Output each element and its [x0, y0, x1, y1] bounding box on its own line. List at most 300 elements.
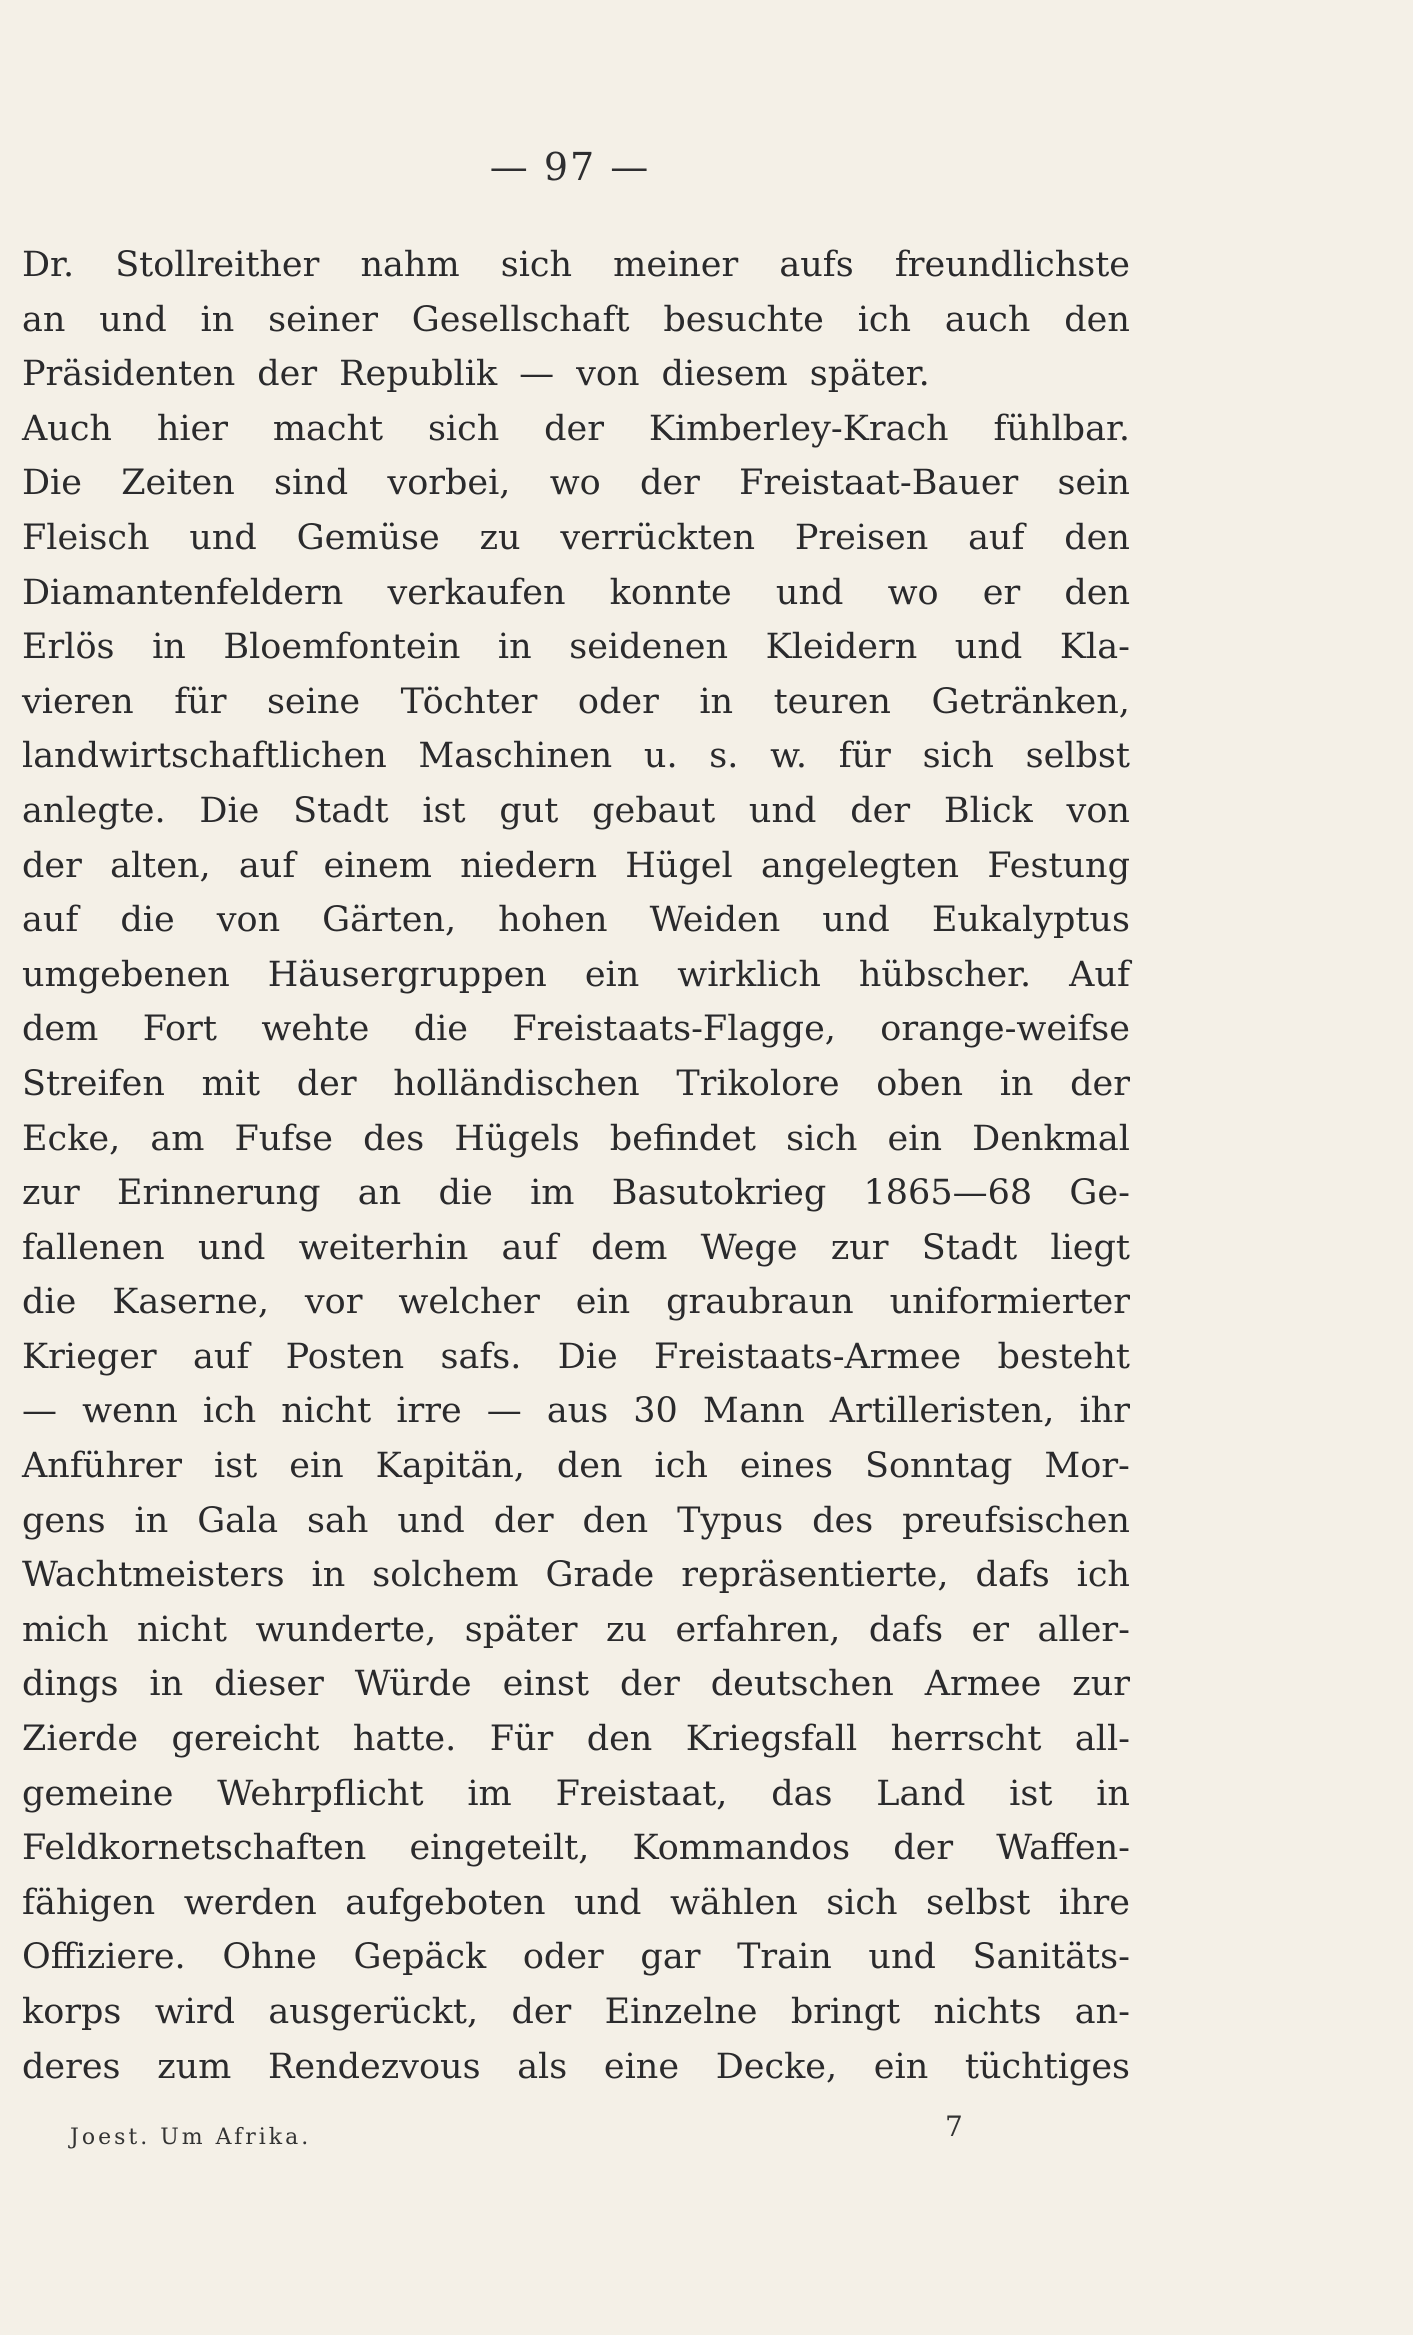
word: — [486, 1391, 522, 1432]
word: der [893, 1828, 954, 1869]
word: Preisen [794, 517, 929, 558]
word: aufgeboten [345, 1882, 546, 1923]
word: niedern [460, 845, 598, 886]
word: Fleisch [22, 517, 150, 558]
word: in [1096, 1773, 1130, 1814]
word: deres [22, 2046, 121, 2087]
word: und [99, 299, 167, 340]
word: Armee [924, 1664, 1042, 1705]
word: und [775, 572, 844, 613]
word: s. [709, 736, 739, 777]
word: Republik [339, 354, 498, 395]
word: und [748, 790, 817, 831]
word: irre [396, 1391, 462, 1432]
word: Grade [545, 1555, 655, 1596]
word: den [1064, 517, 1130, 558]
word: — [22, 1391, 57, 1432]
word: Typus [677, 1500, 784, 1541]
word: Kimberley-Krach [648, 408, 949, 449]
word: zur [1072, 1664, 1130, 1705]
word: er [982, 572, 1021, 613]
word: Maschinen [418, 736, 613, 777]
text-line [22, 1330, 1130, 1385]
text-line [22, 2040, 1130, 2095]
footer-author-title: Joest. Um Afrika. [70, 2125, 312, 2150]
word: auch [944, 299, 1031, 340]
word: auf [501, 1227, 558, 1268]
text-line [22, 1166, 1130, 1221]
word: Waffen- [996, 1828, 1130, 1869]
word: umgebenen [22, 954, 230, 995]
word: zu [479, 517, 521, 558]
word: vorbei, [387, 463, 511, 504]
word: preufsischen [902, 1500, 1130, 1541]
word: und [189, 517, 257, 558]
text-line [22, 402, 1130, 457]
word: Töchter [400, 681, 538, 722]
word: der [511, 1992, 572, 2032]
word: Auf [1069, 954, 1130, 995]
word: Festung [987, 845, 1130, 886]
word: Streifen [22, 1063, 165, 1104]
word: Gärten, [322, 900, 457, 941]
word: Stadt [921, 1227, 1018, 1268]
word: all- [1074, 1719, 1130, 1760]
word: eines [739, 1446, 833, 1487]
word: in [152, 627, 186, 668]
text-line [22, 347, 1130, 402]
word: sah [307, 1500, 369, 1541]
word: Für [489, 1719, 554, 1760]
word: sich [500, 245, 573, 285]
word: dieser [214, 1664, 324, 1705]
body-text [22, 238, 1130, 2094]
word: dafs [868, 1609, 944, 1650]
word: verkaufen [387, 572, 566, 613]
word: Mor- [1044, 1446, 1130, 1487]
word: bringt [790, 1992, 901, 2032]
text-line [22, 1112, 1130, 1167]
word: für [838, 736, 891, 777]
word: Krieger [22, 1336, 157, 1377]
text-line [22, 293, 1130, 348]
word: wirklich [677, 954, 821, 995]
word: Stadt [293, 790, 389, 831]
word: gens [22, 1500, 106, 1541]
word: Kapitän, [375, 1446, 525, 1487]
word: ich [202, 1391, 257, 1432]
word: weiterhin [298, 1227, 469, 1268]
word: Die [199, 790, 260, 831]
text-line [22, 784, 1130, 839]
word: angelegten [760, 845, 960, 886]
text-line [22, 566, 1130, 621]
word: wenn [82, 1391, 178, 1432]
word: Fufse [234, 1118, 333, 1159]
word: Auch [22, 408, 112, 449]
word: Kaserne, [112, 1282, 270, 1323]
text-line [22, 456, 1130, 511]
word: im [467, 1773, 512, 1814]
word: der [22, 845, 82, 886]
text-line [22, 1548, 1130, 1603]
word: Fort [142, 1009, 217, 1050]
text-line [22, 1821, 1130, 1876]
word: und [397, 1500, 465, 1541]
word: als [517, 2046, 568, 2087]
word: Hügel [625, 845, 733, 886]
word: wählen [669, 1882, 798, 1923]
word: Kla- [1059, 627, 1130, 668]
page-number: — 97 — [489, 145, 651, 189]
word: Ohne [222, 1937, 317, 1978]
word: der [544, 408, 604, 449]
word: anlegte. [22, 790, 166, 831]
word: tüchtiges [964, 2046, 1130, 2087]
word: der [850, 790, 911, 831]
word: w. [770, 736, 807, 777]
word: in [497, 627, 532, 668]
word: der [640, 463, 700, 504]
word: nahm [360, 245, 460, 285]
word: meiner [613, 245, 739, 285]
word: aus [546, 1391, 609, 1432]
word: hier [156, 408, 228, 449]
word: Decke, [715, 2046, 838, 2087]
word: wehte [261, 1009, 370, 1050]
word: das [771, 1773, 833, 1814]
word: ist [214, 1446, 258, 1487]
word: Zierde [22, 1719, 139, 1760]
word: in [134, 1500, 169, 1541]
word: 30 [633, 1391, 678, 1432]
text-line [22, 1221, 1130, 1276]
word: freundlichste [894, 245, 1130, 285]
word: wird [154, 1992, 236, 2032]
word: orange-weifse [880, 1009, 1130, 1050]
word: Sanitäts- [972, 1937, 1130, 1978]
word: nichts [933, 1992, 1042, 2032]
word: später. [809, 354, 930, 395]
word: mit [201, 1063, 261, 1104]
word: welcher [398, 1282, 540, 1323]
word: Hügels [454, 1118, 580, 1159]
word: im [530, 1173, 575, 1214]
word: Häusergruppen [267, 954, 547, 995]
word: teuren [773, 681, 891, 722]
word: Gepäck [353, 1937, 487, 1978]
word: in [149, 1664, 184, 1705]
text-line [22, 948, 1130, 1003]
word: Getränken, [931, 681, 1130, 722]
word: fallenen [22, 1227, 165, 1268]
text-line [22, 1657, 1130, 1712]
word: hohen [498, 900, 608, 941]
word: Kommandos [632, 1828, 851, 1869]
word: Stollreither [115, 245, 320, 285]
word: Freistaats-Flagge, [512, 1009, 836, 1050]
word: von [576, 354, 640, 395]
word: eingeteilt, [409, 1828, 590, 1869]
text-line [22, 1876, 1130, 1931]
word: Sonntag [864, 1446, 1013, 1487]
text-line [22, 675, 1130, 730]
word: dafs [975, 1555, 1050, 1596]
word: fühlbar. [993, 408, 1130, 449]
word: ein [575, 1282, 631, 1323]
word: Kriegsfall [685, 1719, 858, 1760]
text-line [22, 511, 1130, 566]
word: an [357, 1173, 402, 1214]
word: Weiden [649, 900, 781, 941]
text-line [22, 1985, 1130, 2040]
word: Wehrpflicht [217, 1773, 424, 1814]
word: Diamantenfeldern [22, 572, 344, 613]
word: von [216, 900, 281, 941]
word: ich [857, 299, 912, 340]
text-line [22, 238, 1130, 293]
word: befindet [609, 1118, 756, 1159]
word: hübscher. [858, 954, 1032, 995]
word: einst [502, 1664, 590, 1705]
word: Blick [943, 790, 1033, 831]
word: wo [549, 463, 601, 504]
text-line [22, 839, 1130, 894]
word: Freistaat, [555, 1773, 728, 1814]
word: aufs [779, 245, 854, 285]
word: solchem [372, 1555, 519, 1596]
word: wo [887, 572, 939, 613]
word: und [822, 900, 890, 941]
word: Gemüse [296, 517, 440, 558]
word: den [1064, 299, 1130, 340]
text-line [22, 1712, 1130, 1767]
text-line [22, 1384, 1130, 1439]
word: dem [22, 1009, 99, 1050]
word: später [464, 1609, 578, 1650]
word: gereicht [171, 1719, 320, 1760]
word: zum [157, 2046, 232, 2087]
word: verrückten [560, 517, 755, 558]
word: einem [323, 845, 432, 886]
word: die [438, 1173, 493, 1214]
word: auf [22, 900, 79, 941]
word: der [1070, 1063, 1130, 1104]
word: erfahren, [675, 1609, 841, 1650]
word: Die [22, 463, 82, 504]
word: diesem [661, 354, 788, 395]
word: dings [22, 1664, 119, 1705]
word: sich [826, 1882, 898, 1923]
word: uniformierter [889, 1282, 1130, 1323]
word: mich [22, 1609, 109, 1650]
word: die [120, 900, 175, 941]
word: fähigen [22, 1882, 156, 1923]
word: sein [1057, 463, 1130, 504]
word: in [999, 1063, 1034, 1104]
word: in [200, 299, 235, 340]
word: besteht [997, 1336, 1130, 1377]
word: in [699, 681, 734, 722]
word: den [582, 1500, 649, 1541]
word: Würde [354, 1664, 472, 1705]
word: Feldkornetschaften [22, 1828, 367, 1869]
word: in [311, 1555, 346, 1596]
word: sich [427, 408, 500, 449]
word: der [257, 354, 318, 395]
text-line [22, 893, 1130, 948]
text-line [22, 1767, 1130, 1822]
word: den [556, 1446, 623, 1487]
signature-mark: 7 [945, 2110, 963, 2143]
word: gar [640, 1937, 701, 1978]
word: korps [22, 1992, 122, 2032]
word: für [174, 681, 227, 722]
word: ich [1076, 1555, 1130, 1596]
word: Train [737, 1937, 832, 1978]
word: ein [584, 954, 640, 995]
word: ein [887, 1118, 942, 1159]
word: seine [266, 681, 361, 722]
word: zur [22, 1173, 80, 1214]
word: auf [968, 517, 1025, 558]
word: sich [786, 1118, 858, 1159]
word: seidenen [569, 627, 729, 668]
word: Zeiten [121, 463, 235, 504]
text-line [22, 620, 1130, 675]
text-line [22, 1494, 1130, 1549]
word: sind [274, 463, 349, 504]
word: an- [1074, 1992, 1130, 2032]
word: oben [876, 1063, 964, 1104]
word: der [619, 1664, 680, 1705]
word: Die [557, 1336, 618, 1377]
word: Rendezvous [268, 2046, 481, 2087]
text-line [22, 1439, 1130, 1494]
word: Land [876, 1773, 966, 1814]
text-line [22, 1002, 1130, 1057]
word: und [954, 627, 1023, 668]
word: herrscht [890, 1719, 1042, 1760]
word: dem [591, 1227, 668, 1268]
word: des [812, 1500, 874, 1541]
word: an [22, 299, 66, 340]
word: u. [643, 736, 678, 777]
word: zu [605, 1609, 647, 1650]
word: Präsidenten [22, 354, 236, 395]
word: deutschen [710, 1664, 894, 1705]
word: Ge- [1069, 1173, 1130, 1214]
word: der [493, 1500, 554, 1541]
word: nicht [137, 1609, 227, 1650]
word: Offiziere. [22, 1937, 186, 1978]
word: der [296, 1063, 357, 1104]
word: ihre [1058, 1882, 1130, 1923]
word: ist [422, 790, 466, 831]
text-line [22, 729, 1130, 784]
word: alten, [110, 845, 211, 886]
word: besuchte [663, 299, 824, 340]
word: Wege [700, 1227, 798, 1268]
word: Dr. [22, 245, 75, 285]
word: oder [522, 1937, 604, 1978]
word: vor [304, 1282, 363, 1323]
word: Erinnerung [117, 1173, 321, 1214]
word: und [197, 1227, 266, 1268]
word: Mann [702, 1391, 805, 1432]
word: repräsentierte, [681, 1555, 949, 1596]
word: und [573, 1882, 642, 1923]
word: eine [603, 2046, 680, 2087]
word: die [22, 1282, 77, 1323]
text-line [22, 1275, 1130, 1330]
text-line [22, 1057, 1130, 1112]
word: von [1066, 790, 1130, 831]
word: Bloemfontein [223, 627, 461, 668]
word: vieren [22, 681, 134, 722]
word: wunderte, [255, 1609, 437, 1650]
word: Denkmal [972, 1118, 1130, 1159]
word: — [519, 354, 555, 395]
word: ein [873, 2046, 929, 2087]
word: gebaut [592, 790, 716, 831]
word: auf [192, 1336, 250, 1377]
word: am [150, 1118, 205, 1159]
word: den [1064, 572, 1130, 613]
word: Anführer [22, 1446, 183, 1487]
word: werden [183, 1882, 317, 1923]
word: den [586, 1719, 653, 1760]
word: Freistaats-Armee [653, 1336, 962, 1377]
word: konnte [609, 572, 732, 613]
word: liegt [1050, 1227, 1130, 1268]
word: gut [499, 790, 559, 831]
word: Trikolore [676, 1063, 840, 1104]
word: aller- [1037, 1609, 1130, 1650]
word: er [971, 1609, 1009, 1650]
word: Erlös [22, 627, 115, 668]
word: Wachtmeisters [22, 1555, 285, 1596]
word: die [413, 1009, 468, 1050]
text-line [22, 1603, 1130, 1658]
word: Ecke, [22, 1118, 121, 1159]
word: selbst [926, 1882, 1031, 1923]
word: Freistaat-Bauer [739, 463, 1019, 504]
word: Artilleristen, [829, 1391, 1055, 1432]
word: ein [289, 1446, 344, 1487]
word: hatte. [352, 1719, 457, 1760]
word: ist [1009, 1773, 1053, 1814]
word: oder [577, 681, 659, 722]
word: Einzelne [604, 1992, 758, 2032]
word: seiner [268, 299, 378, 340]
word: Posten [285, 1336, 405, 1377]
word: Basutokrieg [611, 1173, 827, 1214]
word: ich [654, 1446, 708, 1487]
word: landwirtschaftlichen [22, 736, 387, 777]
word: sich [922, 736, 994, 777]
word: und [868, 1937, 936, 1978]
word: auf [238, 845, 296, 886]
word: des [363, 1118, 425, 1159]
word: gemeine [22, 1773, 174, 1814]
word: ausgerückt, [268, 1992, 479, 2032]
word: Kleidern [765, 627, 918, 668]
word: Gesellschaft [411, 299, 630, 340]
word: selbst [1025, 736, 1130, 777]
word: Gala [197, 1500, 279, 1541]
word: safs. [440, 1336, 522, 1377]
